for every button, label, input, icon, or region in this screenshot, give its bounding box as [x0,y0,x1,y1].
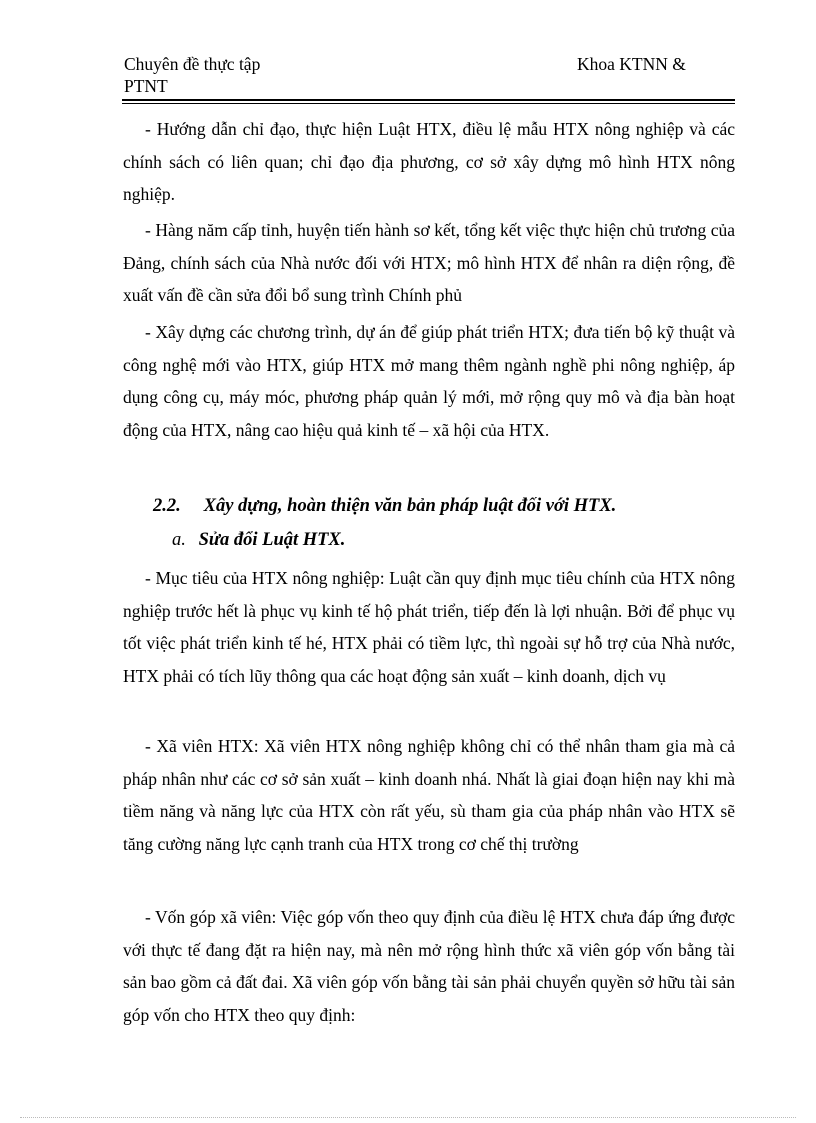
paragraph-programs: - Xây dựng các chương trình, dự án để giúp phát triển HTX; đưa tiến bộ kỹ thuật và công nghệ mới vào HTX, giúp HTX mở mang thêm ngành nghề phi nông nghiệp, áp dụng công cụ, máy móc, phương pháp quản lý mới, mở rộng quy mô và địa bàn hoạt động của HTX, nâng cao hiệu quả kinh tế – xã hội của HTX. [123,322,735,440]
paragraph-capital: - Vốn góp xã viên: Việc góp vốn theo quy định của điều lệ HTX chưa đáp ứng được với thực tế đang đặt ra hiện nay, mà nên mở rộng hình thức xã viên góp vốn bằng tài sản bao gồm cả đất đai. Xã viên góp vốn bằng tài sản phải chuyển quyền sở hữu tài sản góp vốn cho HTX theo quy định: [123,907,735,1025]
paragraph-guidance: - Hướng dẫn chỉ đạo, thực hiện Luật HTX, điều lệ mẫu HTX nông nghiệp và các chính sách có liên quan; chỉ đạo địa phương, cơ sở xây dựng mô hình HTX nông nghiệp. [123,119,735,204]
header-rule-thick [122,99,735,101]
section-heading-2-2 [153,493,616,519]
header-department: Khoa KTNN & [577,54,686,74]
paragraph-objectives: - Mục tiêu của HTX nông nghiệp: Luật cần quy định mục tiêu chính của HTX nông nghiệp trước hết là phục vụ kinh tế hộ phát triển, tiếp đến là lợi nhuận. Bởi để phục vụ tốt việc phát triển kinh tế hé, HTX phải có tiềm lực, thì ngoài sự hỗ trợ của Nhà nước, HTX phải có tích lũy thông qua các hoạt động sản xuất – kinh doanh, dịch vụ [123,568,735,686]
page-header-left [124,53,260,97]
section-number: 2.2. [153,496,181,516]
paragraph-review: - Hàng năm cấp tỉnh, huyện tiến hành sơ kết, tổng kết việc thực hiện chủ trương của Đảng, chính sách của Nhà nước đối với HTX; mô hình HTX để nhân ra diện rộng, đề xuất vấn đề cần sửa đổi bổ sung trình Chính phủ [123,220,735,305]
section-title: Xây dựng, hoàn thiện văn bản pháp luật đối với HTX. [203,496,617,516]
paragraph-members: - Xã viên HTX: Xã viên HTX nông nghiệp không chỉ có thể nhân tham gia mà cả pháp nhân như các cơ sở sản xuất – kinh doanh nhá. Nhất là giai đoạn hiện nay khi mà tiềm năng và năng lực của HTX còn rất yếu, sù tham gia của pháp nhân vào HTX sẽ tăng cường năng lực cạnh tranh của HTX trong cơ chế thị trường [123,736,735,854]
header-rule-thin [122,103,735,104]
header-title-continuation: PTNT [124,76,168,96]
subsection-title: Sửa đổi Luật HTX. [198,530,346,550]
header-title: Chuyên đề thực tập [124,54,261,74]
page-bottom-divider [20,1117,796,1118]
subsection-heading-a [172,527,345,553]
subsection-letter: a. [172,530,186,550]
